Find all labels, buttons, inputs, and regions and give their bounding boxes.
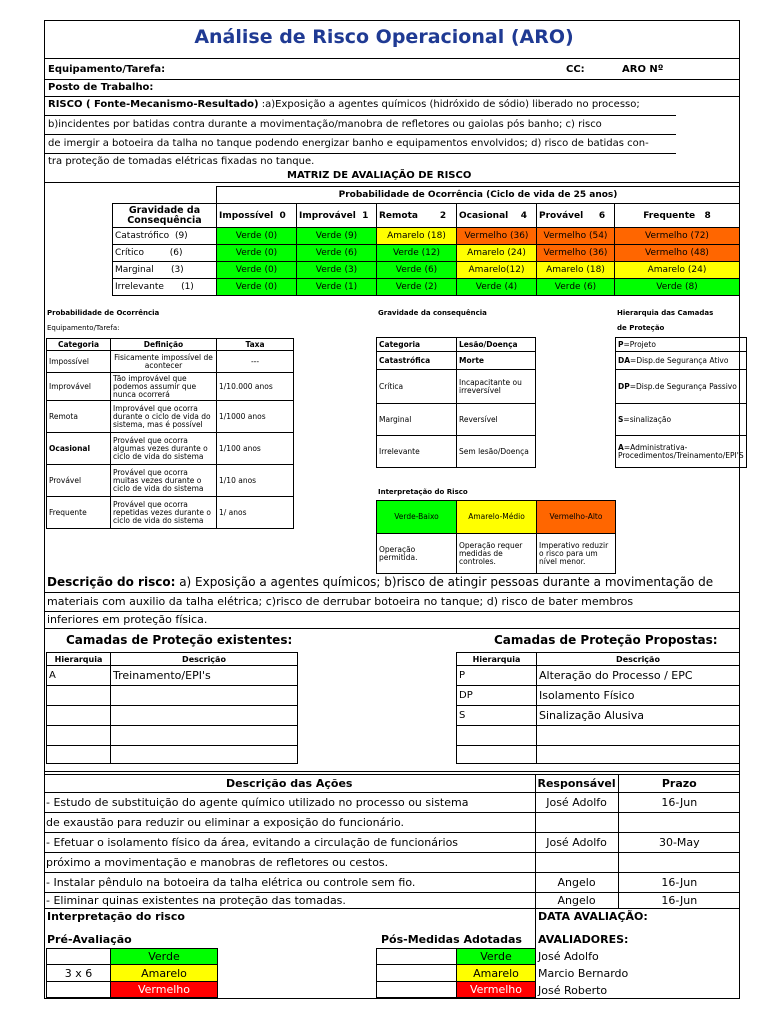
equipamento-label: Equipamento/Tarefa: [48, 64, 166, 75]
table-cell: Isolamento Físico [537, 686, 740, 706]
hier-table [615, 337, 747, 468]
footer-interp-label: Interpretação do risco [47, 910, 185, 923]
table-cell: Alteração do Processo / EPC [537, 666, 740, 686]
interp-table [376, 500, 616, 574]
table-row [377, 370, 536, 404]
risco-line-2: b)incidentes por batidas contra durante a movimentação/manobra de refletores ou gaiolas pós banho; c) risco [48, 119, 602, 130]
matrix-cell: Verde (1) [297, 279, 377, 296]
table-row [44, 833, 740, 853]
matrix-cell: Verde (0) [217, 245, 297, 262]
row-label: Marginal (3) [113, 262, 217, 279]
col-provavel: Provável 6 [537, 204, 615, 228]
table-row [44, 873, 740, 893]
prob-header-categoria: Categoria [47, 339, 111, 351]
table-cell: Fisicamente impossível de acontecer [111, 351, 217, 373]
camadas-existentes-title: Camadas de Proteção existentes: [66, 633, 293, 647]
table-cell [457, 726, 537, 746]
descricao-line-2: materiais com auxilio da talha elétrica; c)risco de derrubar botoeira no tanque; d) risco de bater membros [47, 595, 634, 608]
hier-title-2: de Proteção [617, 324, 665, 332]
table-cell [111, 706, 298, 726]
interp-title: Interpretação do Risco [378, 488, 468, 496]
table-row [47, 686, 298, 706]
col-remota: Remota 2 [377, 204, 457, 228]
acoes-header-descricao: Descrição das Ações [44, 775, 535, 793]
table-cell: Tão improvável que podemos assumir que nunca ocorrerá [111, 373, 217, 401]
cc-label: CC: [566, 64, 585, 75]
descricao-line-3: inferiores em proteção física. [47, 613, 208, 626]
table-cell: Improvável que ocorra durante o ciclo de vida do sistema, mas é possível [111, 401, 217, 433]
risco-line-3: de imergir a botoeira da talha no tanque podendo energizar banho e equipamentos envolvidos; d) risco de batidas con- [48, 138, 649, 149]
matrix-row [113, 262, 740, 279]
matrix-cell: Vermelho (36) [457, 228, 537, 245]
table-cell [47, 686, 111, 706]
grav-header-lesao: Lesão/Doença [457, 338, 536, 352]
table-row [44, 813, 740, 833]
matrix-cell: Amarelo(12) [457, 262, 537, 279]
col-ocasional: Ocasional 4 [457, 204, 537, 228]
table-cell: 1/10 anos [217, 465, 294, 497]
pre-level-red: Vermelho [111, 982, 218, 998]
row-label: Catastrófico (9) [113, 228, 217, 245]
table-cell: Sinalização Alusiva [537, 706, 740, 726]
table-row [457, 726, 740, 746]
acoes-table [44, 774, 740, 909]
pre-avaliacao-table [46, 948, 218, 998]
matrix-row [113, 245, 740, 262]
col-improvavel: Improvável 1 [297, 204, 377, 228]
acoes-header-prazo: Prazo [618, 775, 740, 793]
pos-level-green: Verde [457, 949, 536, 965]
pre-level-yellow: Amarelo [111, 965, 218, 982]
matrix-cell: Verde (9) [297, 228, 377, 245]
interp-level-green: Verde-Baixo [377, 501, 457, 534]
avaliador-3: José Roberto [538, 984, 608, 997]
table-cell: 1/1000 anos [217, 401, 294, 433]
table-cell: Morte [457, 352, 536, 370]
avaliador-2: Marcio Bernardo [538, 967, 629, 980]
table-cell [47, 706, 111, 726]
matrix-cell: Verde (6) [297, 245, 377, 262]
table-cell [537, 746, 740, 764]
table-cell [47, 746, 111, 764]
risk-matrix [112, 186, 740, 296]
table-header: Hierarquia [457, 653, 537, 666]
prob-table-subtitle: Equipamento/Tarefa: [47, 324, 120, 332]
table-row [47, 465, 294, 497]
table-header: Descrição [111, 653, 298, 666]
table-header: Hierarquia [47, 653, 111, 666]
matrix-cell: Amarelo (24) [457, 245, 537, 262]
table-header: Descrição [537, 653, 740, 666]
acoes-header-responsavel: Responsável [535, 775, 618, 793]
interp-level-yellow: Amarelo-Médio [457, 501, 537, 534]
pos-medidas-label: Pós-Medidas Adotadas [381, 933, 522, 946]
table-cell: de exaustão para reduzir ou eliminar a exposição do funcionário. [44, 813, 535, 833]
table-row [616, 338, 747, 352]
table-cell: P=Projeto [616, 338, 747, 352]
table-cell [111, 686, 298, 706]
table-cell: - Eliminar quinas existentes na proteção das tomadas. [44, 893, 535, 909]
matrix-cell: Vermelho (48) [615, 245, 740, 262]
matrix-cell: Verde (6) [537, 279, 615, 296]
pre-level-green: Verde [111, 949, 218, 965]
matrix-row [113, 228, 740, 245]
table-cell: Angelo [535, 873, 618, 893]
table-cell: DP [457, 686, 537, 706]
table-cell: Remota [47, 401, 111, 433]
table-row [616, 436, 747, 468]
matrix-cell: Verde (0) [217, 228, 297, 245]
matrix-cell: Verde (4) [457, 279, 537, 296]
table-row [377, 436, 536, 468]
table-cell: S [457, 706, 537, 726]
matrix-cell: Amarelo (18) [377, 228, 457, 245]
prob-table [46, 338, 294, 529]
matrix-cell: Verde (2) [377, 279, 457, 296]
interp-text: Operação requer medidas de controles. [457, 534, 537, 574]
table-row [47, 666, 298, 686]
avaliadores-label: AVALIADORES: [538, 933, 629, 946]
table-cell: Frequente [47, 497, 111, 529]
table-cell: DA=Disp.de Segurança Ativo [616, 352, 747, 370]
table-cell: 1/ anos [217, 497, 294, 529]
table-cell: José Adolfo [535, 793, 618, 813]
matrix-cell: Verde (0) [217, 262, 297, 279]
table-row [457, 706, 740, 726]
matrix-title: MATRIZ DE AVALIAÇÃO DE RISCO [287, 170, 472, 181]
table-row [47, 373, 294, 401]
pre-value: 3 x 6 [47, 965, 111, 982]
table-cell: 1/10.000 anos [217, 373, 294, 401]
table-cell: Impossível [47, 351, 111, 373]
matrix-cell: Vermelho (36) [537, 245, 615, 262]
table-row [457, 686, 740, 706]
table-cell: Provável que ocorra algumas vezes durante o ciclo de vida do sistema [111, 433, 217, 465]
table-cell: - Instalar pêndulo na botoeira da talha elétrica ou controle sem fio. [44, 873, 535, 893]
camadas-existentes-table [46, 652, 298, 764]
pos-level-yellow: Amarelo [457, 965, 536, 982]
table-cell: P [457, 666, 537, 686]
table-cell: Marginal [377, 404, 457, 436]
table-row [44, 793, 740, 813]
table-cell: 16-Jun [618, 793, 740, 813]
table-cell [111, 746, 298, 764]
table-row [47, 401, 294, 433]
matrix-cell: Verde (8) [615, 279, 740, 296]
table-row [457, 746, 740, 764]
matrix-cell: Amarelo (24) [615, 262, 740, 279]
table-row [47, 726, 298, 746]
table-row [377, 352, 536, 370]
table-cell: DP=Disp.de Segurança Passivo [616, 370, 747, 404]
pre-avaliacao-label: Pré-Avaliação [47, 933, 132, 946]
table-cell: A [47, 666, 111, 686]
grav-header-categoria: Categoria [377, 338, 457, 352]
matrix-cell: Verde (3) [297, 262, 377, 279]
matrix-cell: Vermelho (72) [615, 228, 740, 245]
risco-line-1: RISCO ( Fonte-Mecanismo-Resultado) :a)Exposição a agentes químicos (hidróxido de sódio) liberado no processo; [48, 99, 640, 110]
table-cell: - Efetuar o isolamento físico da área, evitando a circulação de funcionários [44, 833, 535, 853]
pos-medidas-table [376, 948, 536, 998]
table-row [47, 746, 298, 764]
row-label: Irrelevante (1) [113, 279, 217, 296]
prob-table-title: Probabilidade de Ocorrência [47, 309, 160, 317]
table-cell: Irrelevante [377, 436, 457, 468]
table-row [616, 370, 747, 404]
table-cell: próximo a movimentação e manobras de refletores ou cestos. [44, 853, 535, 873]
table-cell: 30-May [618, 833, 740, 853]
posto-label: Posto de Trabalho: [48, 82, 154, 93]
table-cell: --- [217, 351, 294, 373]
table-row [377, 404, 536, 436]
table-row [47, 706, 298, 726]
table-cell: Improvável [47, 373, 111, 401]
pos-level-red: Vermelho [457, 982, 536, 998]
camadas-propostas-table [456, 652, 740, 764]
grav-table-title: Gravidade da consequência [378, 309, 487, 317]
table-cell [618, 813, 740, 833]
risco-line-4: tra proteção de tomadas elétricas fixadas no tanque. [48, 156, 315, 167]
grav-table [376, 337, 536, 468]
camadas-propostas-title: Camadas de Proteção Propostas: [494, 633, 718, 647]
table-cell: S=sinalização [616, 404, 747, 436]
table-cell: Incapacitante ou irreversível [457, 370, 536, 404]
table-cell: - Estudo de substituição do agente químico utilizado no processo ou sistema [44, 793, 535, 813]
table-cell: Crítica [377, 370, 457, 404]
table-cell: Catastrófica [377, 352, 457, 370]
col-impossivel: Impossível 0 [217, 204, 297, 228]
table-cell [111, 726, 298, 746]
table-row [44, 893, 740, 909]
table-cell [47, 726, 111, 746]
interp-text: Operação permitida. [377, 534, 457, 574]
table-cell: 16-Jun [618, 873, 740, 893]
table-cell: José Adolfo [535, 833, 618, 853]
interp-text: Imperativo reduzir o risco para um nível menor. [537, 534, 616, 574]
table-row [47, 351, 294, 373]
table-cell [535, 853, 618, 873]
row-label: Crítico (6) [113, 245, 217, 262]
matrix-cell: Verde (0) [217, 279, 297, 296]
table-cell: 1/100 anos [217, 433, 294, 465]
data-avaliacao-label: DATA AVALIAÇÃO: [538, 910, 648, 923]
table-row [616, 404, 747, 436]
table-cell [457, 746, 537, 764]
hier-title-1: Hierarquia das Camadas [617, 309, 714, 317]
table-cell [618, 853, 740, 873]
table-row [47, 497, 294, 529]
page-title: Análise de Risco Operacional (ARO) [194, 26, 574, 48]
descricao-label: Descrição do risco: [47, 575, 176, 589]
matrix-cell: Verde (6) [377, 262, 457, 279]
prob-header-taxa: Taxa [217, 339, 294, 351]
table-cell: Reversível [457, 404, 536, 436]
matrix-cell: Vermelho (54) [537, 228, 615, 245]
table-cell: Treinamento/EPI's [111, 666, 298, 686]
aro-label: ARO Nº [622, 64, 664, 75]
table-row [47, 433, 294, 465]
avaliador-1: José Adolfo [538, 950, 599, 963]
interp-level-red: Vermelho-Alto [537, 501, 616, 534]
table-cell: 16-Jun [618, 893, 740, 909]
table-cell: Provável que ocorra muitas vezes durante o ciclo de vida do sistema [111, 465, 217, 497]
matrix-cell: Verde (12) [377, 245, 457, 262]
risco-label: RISCO ( Fonte-Mecanismo-Resultado) [48, 99, 259, 110]
prob-header-definicao: Definição [111, 339, 217, 351]
table-cell [535, 813, 618, 833]
table-cell: Provável [47, 465, 111, 497]
table-row [44, 853, 740, 873]
col-frequente: Frequente 8 [615, 204, 740, 228]
descricao-line-1: Descrição do risco: a) Exposição a agentes químicos; b)risco de atingir pessoas durante a movimentação de [47, 575, 714, 589]
table-cell: Sem lesão/Doença [457, 436, 536, 468]
table-cell: Ocasional [47, 433, 111, 465]
table-row [457, 666, 740, 686]
matrix-cell: Amarelo (18) [537, 262, 615, 279]
table-cell: Angelo [535, 893, 618, 909]
table-cell: A=Administrativa-Procedimentos/Treinamento/EPI'S [616, 436, 747, 468]
table-cell [537, 726, 740, 746]
gravity-header: Gravidade da Consequência [113, 204, 217, 228]
prob-header: Probabilidade de Ocorrência (Ciclo de vida de 25 anos) [217, 187, 740, 204]
table-cell: Provável que ocorra repetidas vezes durante o ciclo de vida do sistema [111, 497, 217, 529]
matrix-row [113, 279, 740, 296]
table-row [616, 352, 747, 370]
